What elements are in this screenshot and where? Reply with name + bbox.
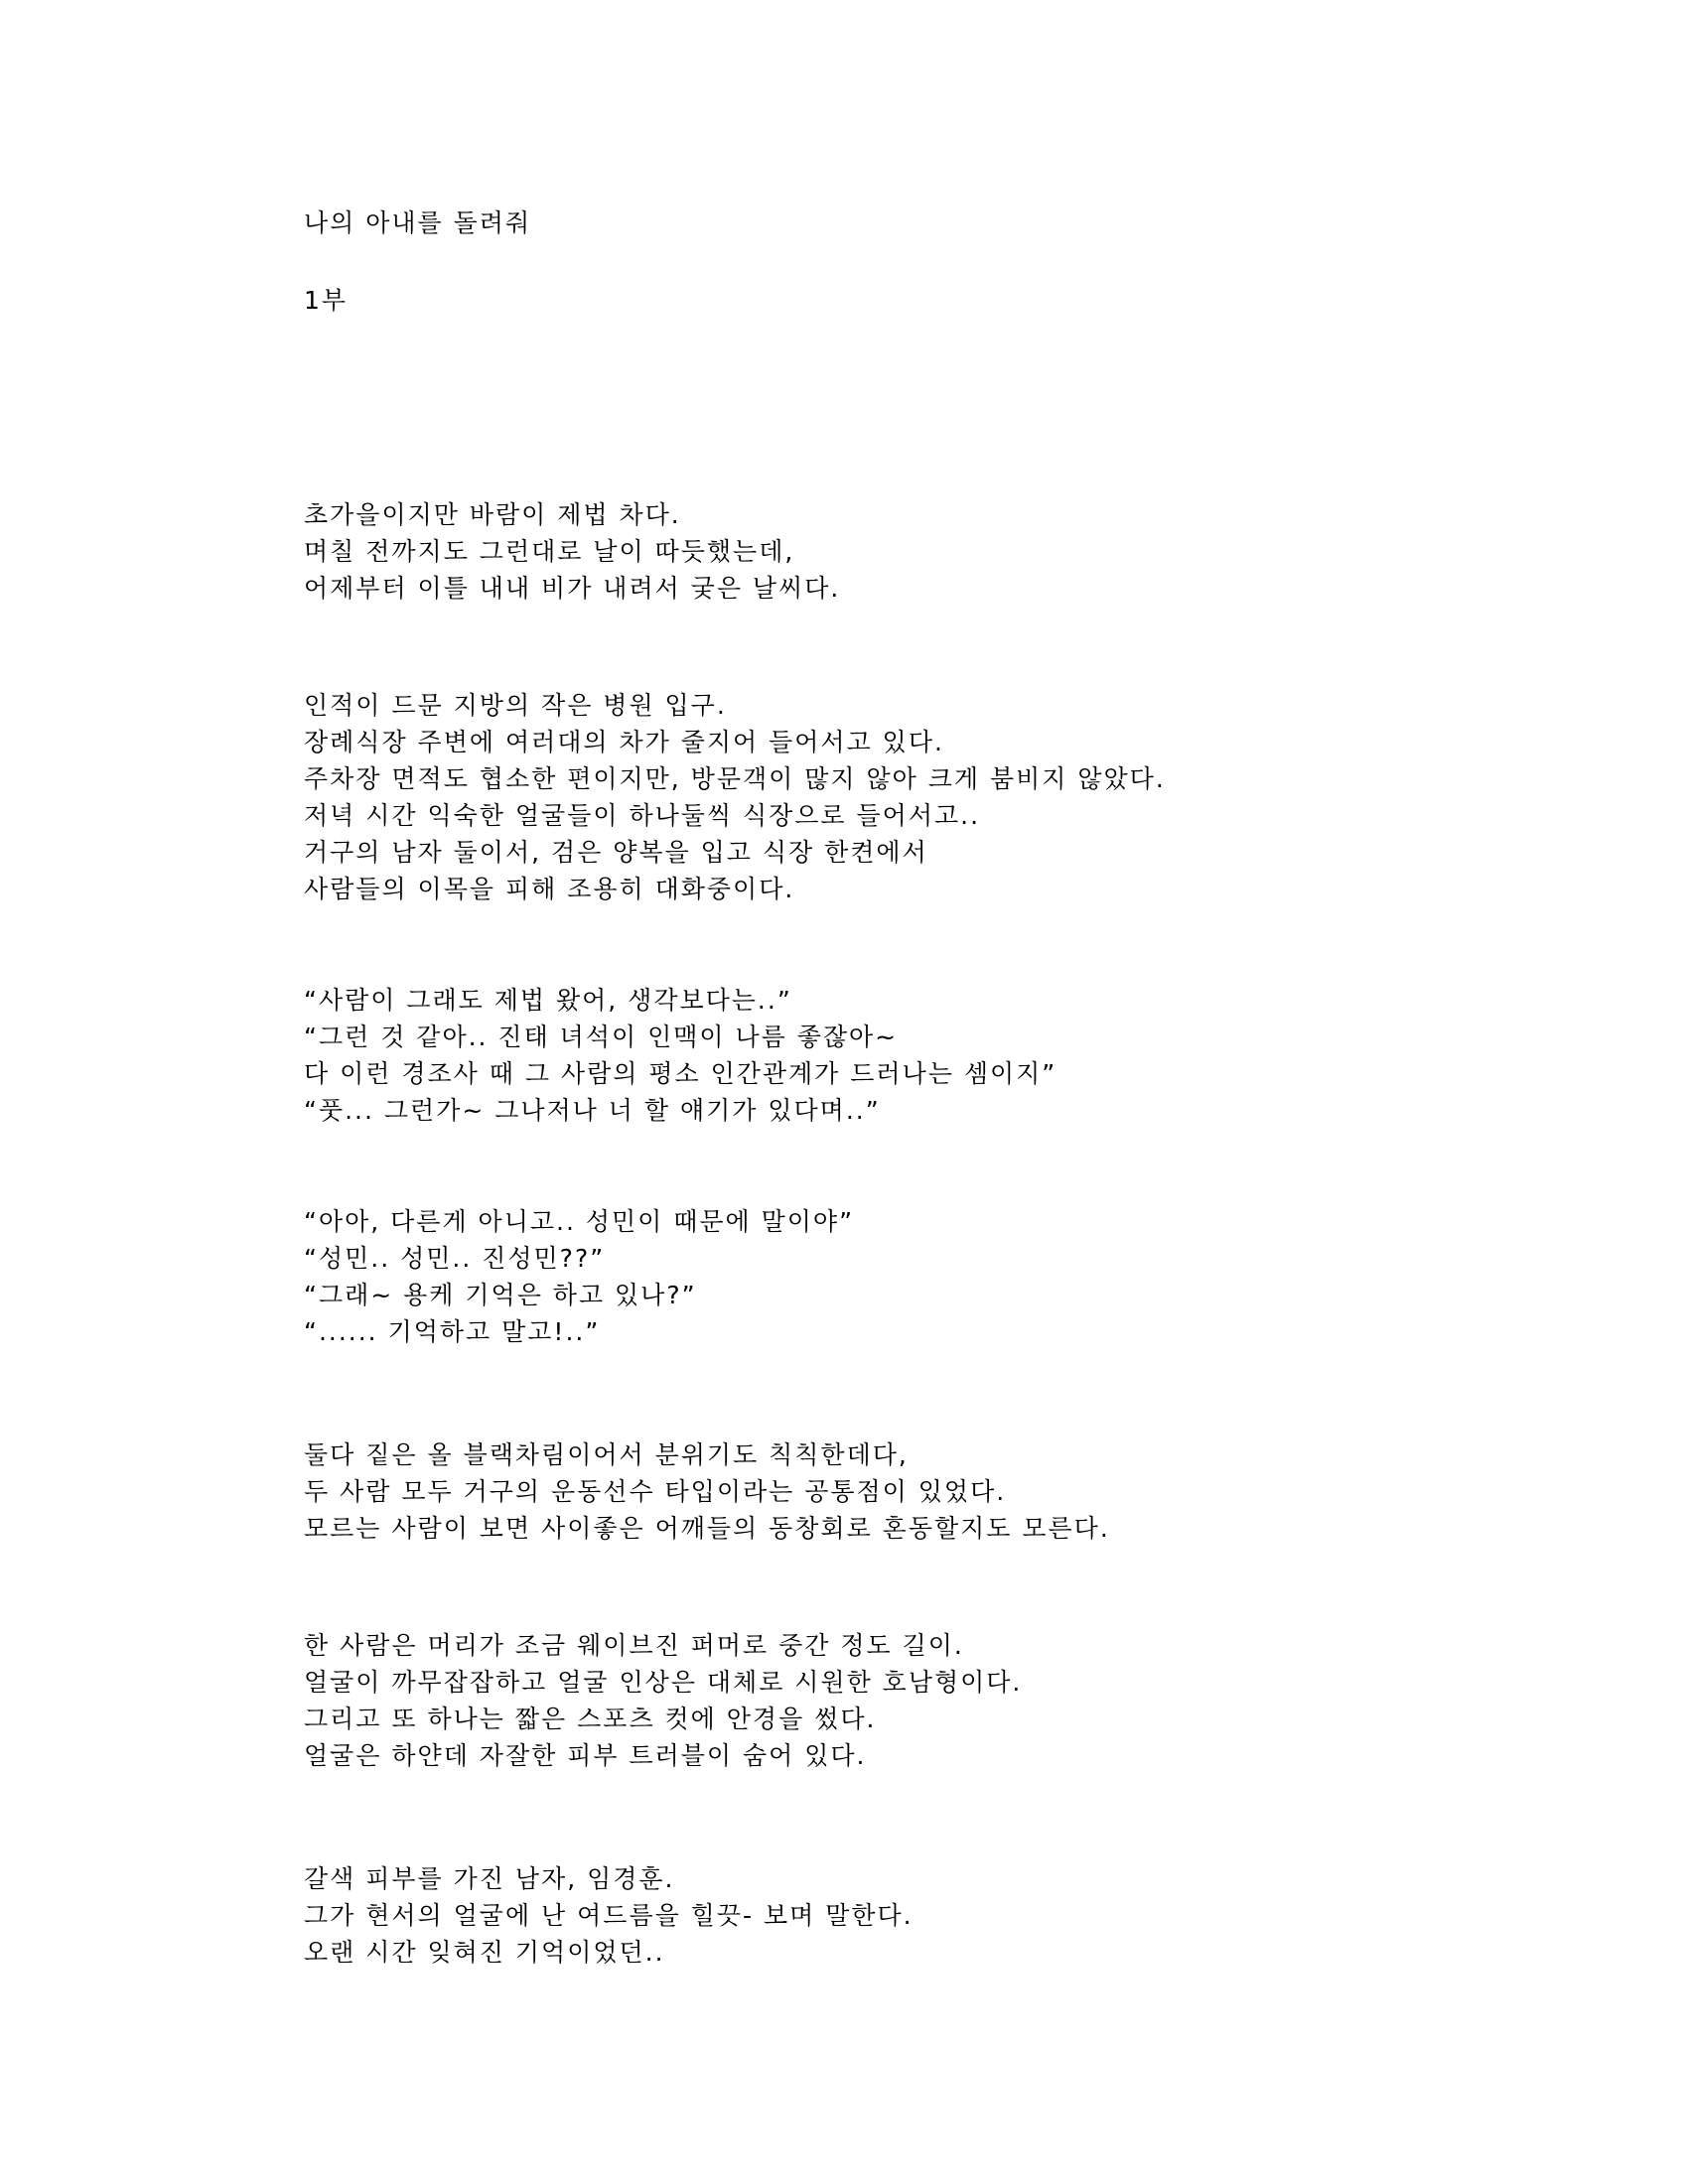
paragraph: [304, 1860, 914, 1971]
text-line: 다 이런 경조사 때 그 사람의 평소 인간관계가 드러나는 셈이지”: [304, 1059, 1057, 1088]
text-line: 저녁 시간 익숙한 얼굴들이 하나둘씩 식장으로 들어서고..: [304, 801, 981, 830]
paragraph: [304, 1203, 854, 1350]
text-line: “성민.. 성민.. 진성민??”: [304, 1244, 606, 1273]
text-line: 모르는 사람이 보면 사이좋은 어깨들의 동창회로 혼동할지도 모른다.: [304, 1514, 1110, 1543]
text-line: “그런 것 같아.. 진태 녀석이 인맥이 나름 좋잖아~: [304, 1023, 899, 1051]
text-line: “아아, 다른게 아니고.. 성민이 때문에 말이야”: [304, 1207, 855, 1236]
paragraph: [304, 1627, 1022, 1774]
text-line: 오랜 시간 잊혀진 기억이었던..: [304, 1938, 665, 1967]
document-title: 나의 아내를 돌려줘: [304, 208, 532, 237]
part-heading: 1부: [304, 286, 349, 315]
text-line: 거구의 남자 둘이서, 검은 양복을 입고 식장 한켠에서: [304, 838, 928, 867]
text-line: 얼굴이 까무잡잡하고 얼굴 인상은 대체로 시원한 호남형이다.: [304, 1668, 1023, 1697]
paragraph: [304, 1436, 1110, 1547]
text-line: 갈색 피부를 가진 남자, 임경훈.: [304, 1864, 675, 1893]
text-line: “사람이 그래도 제법 왔어, 생각보다는..”: [304, 986, 792, 1015]
text-line: 두 사람 모두 거구의 운동선수 타입이라는 공통점이 있었다.: [304, 1477, 1007, 1506]
text-line: 며칠 전까지도 그런대로 날이 따듯했는데,: [304, 537, 795, 566]
text-line: 장례식장 주변에 여러대의 차가 줄지어 들어서고 있다.: [304, 728, 944, 756]
text-line: 어제부터 이틀 내내 비가 내려서 궂은 날씨다.: [304, 574, 841, 603]
paragraph: [304, 982, 1056, 1129]
text-line: 주차장 면적도 협소한 편이지만, 방문객이 많지 않아 크게 붐비지 않았다.: [304, 764, 1166, 793]
text-line: 얼굴은 하얀데 자잘한 피부 트러블이 숨어 있다.: [304, 1741, 867, 1770]
text-line: 한 사람은 머리가 조금 웨이브진 퍼머로 중간 정도 길이.: [304, 1631, 964, 1660]
text-line: 인적이 드문 지방의 작은 병원 입구.: [304, 691, 727, 720]
text-line: 둘다 짙은 올 블랙차림이어서 분위기도 칙칙한데다,: [304, 1440, 909, 1469]
paragraph: [304, 687, 1166, 907]
text-line: 그가 현서의 얼굴에 난 여드름을 힐끗- 보며 말한다.: [304, 1901, 914, 1930]
text-line: 초가을이지만 바람이 제법 차다.: [304, 500, 681, 529]
text-line: “그래~ 용케 기억은 하고 있나?”: [304, 1281, 697, 1309]
text-line: 그리고 또 하나는 짧은 스포츠 컷에 안경을 썼다.: [304, 1705, 877, 1733]
text-line: 사람들의 이목을 피해 조용히 대화중이다.: [304, 875, 795, 903]
text-line: “...... 기억하고 말고!..”: [304, 1317, 601, 1346]
text-line: “풋... 그런가~ 그나저나 너 할 얘기가 있다며..”: [304, 1096, 881, 1125]
paragraph: [304, 496, 840, 607]
